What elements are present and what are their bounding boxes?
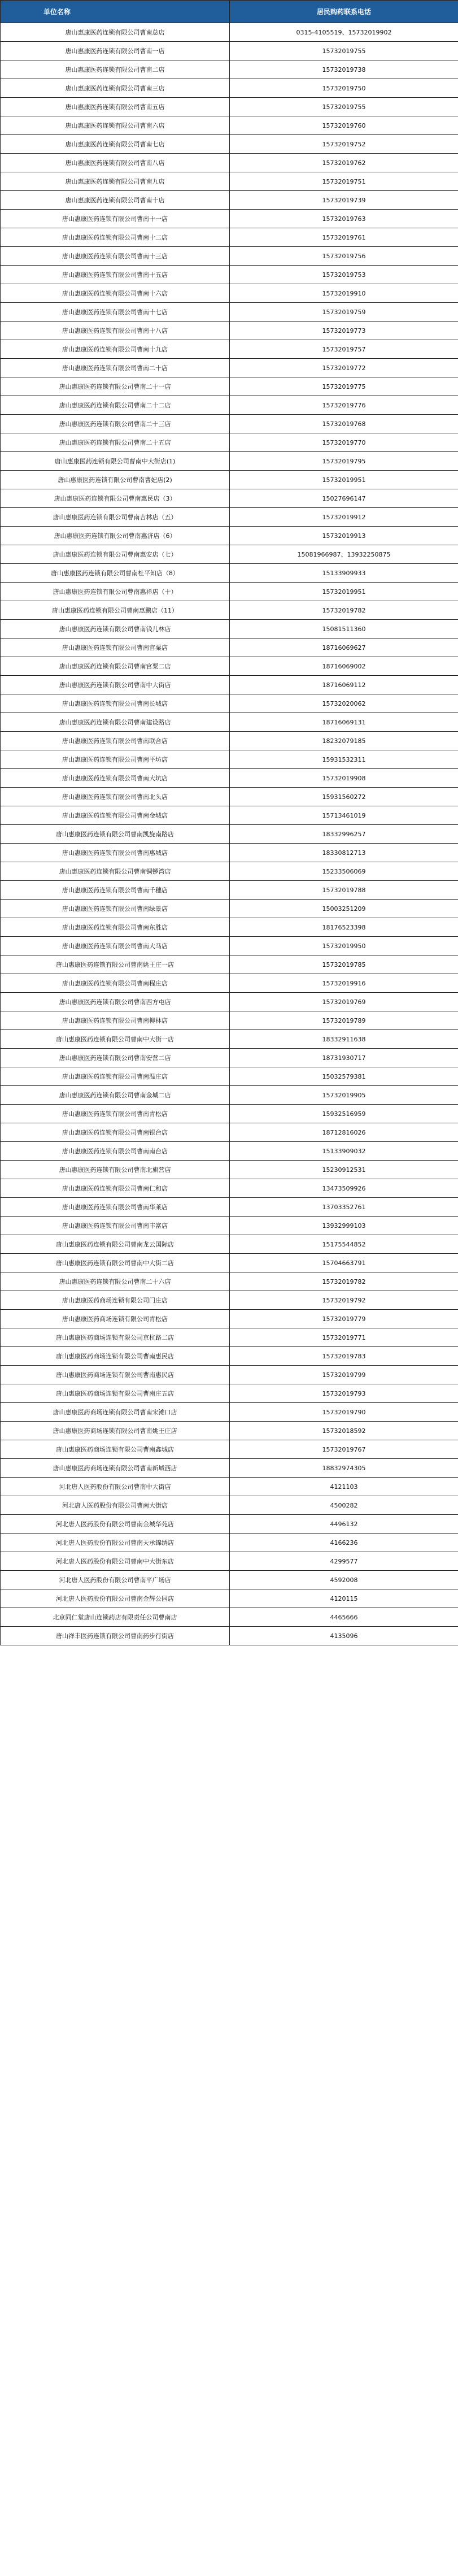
unit-name-cell: 河北唐人医药股份有限公司曹南金辉公园店 xyxy=(1,1589,230,1608)
unit-name-cell: 唐山惠康医药连锁有限公司曹南十六店 xyxy=(1,284,230,303)
table-row xyxy=(1,1142,458,1161)
unit-name-cell: 唐山惠康医药连锁有限公司曹南吉林店（五） xyxy=(1,508,230,527)
unit-name-cell: 唐山惠康医药连锁有限公司曹南西方屯店 xyxy=(1,993,230,1011)
contact-phone-cell: 15732019757 xyxy=(230,340,458,359)
unit-name-cell: 唐山惠康医药商场连锁有限公司曹南宋滩口店 xyxy=(1,1403,230,1422)
contact-phone-cell: 15732019751 xyxy=(230,172,458,191)
unit-name-cell: 唐山惠康医药连锁有限公司曹南千穗店 xyxy=(1,881,230,900)
header-unit-name: 单位名称 xyxy=(1,1,230,23)
unit-name-cell: 唐山惠康医药商场连锁有限公司门庄店 xyxy=(1,1291,230,1310)
table-row xyxy=(1,1478,458,1496)
contact-phone-cell: 15732019785 xyxy=(230,955,458,974)
table-row xyxy=(1,601,458,620)
unit-name-cell: 唐山惠康医药连锁有限公司曹南金城二店 xyxy=(1,1086,230,1105)
unit-name-cell: 唐山惠康医药连锁有限公司曹南官粟店 xyxy=(1,638,230,657)
contact-phone-cell: 15732019795 xyxy=(230,452,458,471)
contact-phone-cell: 15175544852 xyxy=(230,1235,458,1254)
unit-name-cell: 唐山惠康医药连锁有限公司曹南七店 xyxy=(1,135,230,154)
table-row xyxy=(1,1291,458,1310)
unit-name-cell: 唐山惠康医药连锁有限公司曹南二十三店 xyxy=(1,415,230,433)
unit-name-cell: 唐山惠康医药商场连锁有限公司曹南惠民店 xyxy=(1,1347,230,1366)
contact-phone-cell: 15732019773 xyxy=(230,322,458,340)
unit-name-cell: 唐山惠康医药连锁有限公司曹南惠城店 xyxy=(1,844,230,862)
unit-name-cell: 唐山惠康医药商场连锁有限公司曹南惠民店 xyxy=(1,1366,230,1384)
table-row xyxy=(1,1011,458,1030)
unit-name-cell: 河北唐人医药股份有限公司曹南大街店 xyxy=(1,1496,230,1515)
unit-name-cell: 唐山惠康医药商场连锁有限公司京杭路二店 xyxy=(1,1328,230,1347)
unit-name-cell: 唐山惠康医药连锁有限公司曹南官粟二店 xyxy=(1,657,230,676)
unit-name-cell: 唐山惠康医药连锁有限公司曹南十九店 xyxy=(1,340,230,359)
unit-name-cell: 唐山惠康医药连锁有限公司曹南东胜店 xyxy=(1,918,230,937)
contact-phone-cell: 15704663791 xyxy=(230,1254,458,1272)
unit-name-cell: 河北唐人医药股份有限公司曹南天承锦绣店 xyxy=(1,1534,230,1552)
contact-phone-cell: 15732019753 xyxy=(230,266,458,284)
unit-name-cell: 唐山惠康医药连锁有限公司曹南大坑店 xyxy=(1,769,230,788)
unit-name-cell: 唐山惠康医药连锁有限公司曹南平坊店 xyxy=(1,750,230,769)
table-row xyxy=(1,974,458,993)
table-row xyxy=(1,806,458,825)
table-row xyxy=(1,732,458,750)
contact-phone-cell: 15732020062 xyxy=(230,694,458,713)
table-row xyxy=(1,1123,458,1142)
unit-name-cell: 唐山惠康医药连锁有限公司曹南柳林店 xyxy=(1,1011,230,1030)
contact-phone-cell: 15133909032 xyxy=(230,1142,458,1161)
contact-phone-cell: 15081966987、13932250875 xyxy=(230,545,458,564)
contact-phone-cell: 0315-4105519、15732019902 xyxy=(230,23,458,42)
table-row xyxy=(1,489,458,508)
contact-phone-cell: 15732019779 xyxy=(230,1310,458,1328)
table-row xyxy=(1,1571,458,1589)
contact-phone-cell: 15732019761 xyxy=(230,228,458,247)
table-row xyxy=(1,545,458,564)
unit-name-cell: 河北唐人医药股份有限公司曹南中大街店 xyxy=(1,1478,230,1496)
contact-phone-cell: 15230912531 xyxy=(230,1161,458,1179)
contact-phone-cell: 15233506069 xyxy=(230,862,458,881)
table-row xyxy=(1,1534,458,1552)
table-row xyxy=(1,210,458,228)
contact-phone-cell: 15732019793 xyxy=(230,1384,458,1403)
table-row xyxy=(1,1179,458,1198)
unit-name-cell: 唐山惠康医药商场连锁有限公司曹南鑫城店 xyxy=(1,1440,230,1459)
unit-name-cell: 唐山惠康医药连锁有限公司曹南曹妃店(2) xyxy=(1,471,230,489)
unit-name-cell: 唐山惠康医药连锁有限公司曹南二店 xyxy=(1,60,230,79)
contact-phone-cell: 15732019782 xyxy=(230,601,458,620)
contact-phone-cell: 15732019750 xyxy=(230,79,458,98)
unit-name-cell: 唐山惠康医药连锁有限公司曹南十八店 xyxy=(1,322,230,340)
contact-phone-cell: 4592008 xyxy=(230,1571,458,1589)
unit-name-cell: 唐山惠康医药连锁有限公司曹南中大街店 xyxy=(1,676,230,694)
table-row xyxy=(1,1366,458,1384)
contact-phone-cell: 18716069112 xyxy=(230,676,458,694)
contact-phone-cell: 15732019762 xyxy=(230,154,458,172)
contact-phone-cell: 4465666 xyxy=(230,1608,458,1627)
table-row xyxy=(1,825,458,844)
unit-name-cell: 唐山惠康医药连锁有限公司曹南姚王庄一店 xyxy=(1,955,230,974)
unit-name-cell: 唐山惠康医药连锁有限公司曹南六店 xyxy=(1,116,230,135)
unit-name-cell: 唐山惠康医药连锁有限公司曹南三店 xyxy=(1,79,230,98)
table-row xyxy=(1,1328,458,1347)
table-row xyxy=(1,1161,458,1179)
contact-phone-cell: 15732019760 xyxy=(230,116,458,135)
table-row xyxy=(1,154,458,172)
contact-phone-cell: 15732019770 xyxy=(230,433,458,452)
contact-phone-cell: 4135096 xyxy=(230,1627,458,1645)
table-row xyxy=(1,266,458,284)
contact-phone-cell: 15732019905 xyxy=(230,1086,458,1105)
unit-name-cell: 唐山惠康医药连锁有限公司曹南二十一店 xyxy=(1,377,230,396)
contact-phone-cell: 4120115 xyxy=(230,1589,458,1608)
contact-phone-cell: 15732019790 xyxy=(230,1403,458,1422)
contact-phone-cell: 15931532311 xyxy=(230,750,458,769)
unit-name-cell: 唐山惠康医药连锁有限公司曹南惠民店（3） xyxy=(1,489,230,508)
table-row xyxy=(1,1086,458,1105)
unit-name-cell: 唐山惠康医药连锁有限公司曹南惠安店（七） xyxy=(1,545,230,564)
contact-phone-cell: 18716069627 xyxy=(230,638,458,657)
table-row xyxy=(1,79,458,98)
contact-phone-cell: 15732019755 xyxy=(230,42,458,60)
table-row xyxy=(1,433,458,452)
unit-name-cell: 唐山惠康医药连锁有限公司曹南二十六店 xyxy=(1,1272,230,1291)
table-row xyxy=(1,1552,458,1571)
table-row xyxy=(1,1198,458,1217)
unit-name-cell: 唐山惠康医药连锁有限公司曹南金城店 xyxy=(1,806,230,825)
contact-phone-cell: 18330812713 xyxy=(230,844,458,862)
table-row xyxy=(1,638,458,657)
table-row xyxy=(1,788,458,806)
unit-name-cell: 唐山惠康医药连锁有限公司曹南惠祥店（十） xyxy=(1,583,230,601)
unit-name-cell: 唐山惠康医药连锁有限公司曹南中大街一店 xyxy=(1,1030,230,1049)
contact-phone-cell: 15732019789 xyxy=(230,1011,458,1030)
table-row xyxy=(1,1310,458,1328)
table-row xyxy=(1,993,458,1011)
contact-phone-cell: 15732019767 xyxy=(230,1440,458,1459)
table-row xyxy=(1,1384,458,1403)
contact-phone-cell: 4121103 xyxy=(230,1478,458,1496)
contact-phone-cell: 18332996257 xyxy=(230,825,458,844)
unit-name-cell: 河北唐人医药股份有限公司曹南中大街东店 xyxy=(1,1552,230,1571)
table-row xyxy=(1,900,458,918)
unit-name-cell: 唐山惠康医药连锁有限公司曹南温庄店 xyxy=(1,1067,230,1086)
table-row xyxy=(1,937,458,955)
contact-phone-cell: 13703352761 xyxy=(230,1198,458,1217)
table-row xyxy=(1,1608,458,1627)
table-row xyxy=(1,247,458,266)
contact-phone-cell: 15027696147 xyxy=(230,489,458,508)
contact-phone-cell: 4500282 xyxy=(230,1496,458,1515)
contact-phone-cell: 15732019950 xyxy=(230,937,458,955)
contact-phone-cell: 15732019912 xyxy=(230,508,458,527)
contact-phone-cell: 15732019913 xyxy=(230,527,458,545)
unit-name-cell: 唐山惠康医药连锁有限公司曹南大马店 xyxy=(1,937,230,955)
table-row xyxy=(1,1217,458,1235)
contact-phone-cell: 15931560272 xyxy=(230,788,458,806)
table-row xyxy=(1,1067,458,1086)
table-row xyxy=(1,620,458,638)
unit-name-cell: 唐山惠康医药连锁有限公司曹南一店 xyxy=(1,42,230,60)
table-row xyxy=(1,1105,458,1123)
table-row xyxy=(1,769,458,788)
table-row xyxy=(1,322,458,340)
contact-phone-cell: 15732019739 xyxy=(230,191,458,210)
unit-name-cell: 北京同仁堂唐山连锁药店有限责任公司曹南店 xyxy=(1,1608,230,1627)
contact-phone-cell: 15732019916 xyxy=(230,974,458,993)
table-row xyxy=(1,60,458,79)
unit-name-cell: 唐山惠康医药连锁有限公司曹南二十二店 xyxy=(1,396,230,415)
table-row xyxy=(1,1440,458,1459)
contact-phone-cell: 15732019951 xyxy=(230,583,458,601)
contact-phone-cell: 15732019772 xyxy=(230,359,458,377)
unit-name-cell: 河北唐人医药股份有限公司曹南金城华苑店 xyxy=(1,1515,230,1534)
contact-phone-cell: 4166236 xyxy=(230,1534,458,1552)
contact-phone-cell: 15732019792 xyxy=(230,1291,458,1310)
table-row xyxy=(1,750,458,769)
contact-phone-cell: 15732019775 xyxy=(230,377,458,396)
unit-name-cell: 唐山惠康医药连锁有限公司曹南十一店 xyxy=(1,210,230,228)
table-row xyxy=(1,1515,458,1534)
contact-phone-cell: 18832974305 xyxy=(230,1459,458,1478)
unit-name-cell: 唐山惠康医药连锁有限公司曹南安营二店 xyxy=(1,1049,230,1067)
unit-name-cell: 唐山惠康医药连锁有限公司曹南九店 xyxy=(1,172,230,191)
unit-name-cell: 唐山惠康医药连锁有限公司曹南总店 xyxy=(1,23,230,42)
table-row xyxy=(1,1422,458,1440)
table-row xyxy=(1,191,458,210)
contact-phone-cell: 15732019910 xyxy=(230,284,458,303)
table-row xyxy=(1,471,458,489)
unit-name-cell: 唐山惠康医药连锁有限公司曹南龙云国际店 xyxy=(1,1235,230,1254)
contact-phone-cell: 18176523398 xyxy=(230,918,458,937)
contact-phone-cell: 15732018592 xyxy=(230,1422,458,1440)
unit-name-cell: 唐山惠康医药连锁有限公司曹南丰富店 xyxy=(1,1217,230,1235)
table-row xyxy=(1,508,458,527)
table-row xyxy=(1,1496,458,1515)
contact-phone-cell: 15032579381 xyxy=(230,1067,458,1086)
table-row xyxy=(1,452,458,471)
contact-phone-cell: 4496132 xyxy=(230,1515,458,1534)
contact-phone-cell: 15732019908 xyxy=(230,769,458,788)
unit-name-cell: 唐山惠康医药连锁有限公司曹南南台店 xyxy=(1,1142,230,1161)
unit-name-cell: 唐山惠康医药连锁有限公司曹南联合店 xyxy=(1,732,230,750)
unit-name-cell: 唐山惠康医药连锁有限公司曹南十二店 xyxy=(1,228,230,247)
unit-name-cell: 唐山惠康医药连锁有限公司曹南银台店 xyxy=(1,1123,230,1142)
contact-phone-cell: 15732019769 xyxy=(230,993,458,1011)
table-row xyxy=(1,527,458,545)
unit-name-cell: 唐山惠康医药连锁有限公司曹南二十店 xyxy=(1,359,230,377)
table-row xyxy=(1,1049,458,1067)
unit-name-cell: 唐山惠康医药连锁有限公司曹南十五店 xyxy=(1,266,230,284)
contact-phone-cell: 15732019756 xyxy=(230,247,458,266)
table-row xyxy=(1,583,458,601)
contact-phone-cell: 15732019771 xyxy=(230,1328,458,1347)
header-row xyxy=(1,1,458,23)
table-row xyxy=(1,955,458,974)
unit-name-cell: 唐山惠康医药连锁有限公司曹南北头店 xyxy=(1,788,230,806)
table-row xyxy=(1,1403,458,1422)
contact-phone-cell: 15713461019 xyxy=(230,806,458,825)
table-row xyxy=(1,564,458,583)
contact-phone-cell: 13473509926 xyxy=(230,1179,458,1198)
unit-name-cell: 唐山惠康医药连锁有限公司曹南铜锣湾店 xyxy=(1,862,230,881)
contact-phone-cell: 15081511360 xyxy=(230,620,458,638)
unit-name-cell: 唐山祥丰医药连锁有限公司曹南药步行街店 xyxy=(1,1627,230,1645)
table-row xyxy=(1,116,458,135)
contact-phone-cell: 18332911638 xyxy=(230,1030,458,1049)
contact-phone-cell: 13932999103 xyxy=(230,1217,458,1235)
unit-name-cell: 唐山惠康医药连锁有限公司曹南中大街二店 xyxy=(1,1254,230,1272)
unit-name-cell: 河北唐人医药股份有限公司曹南平广场店 xyxy=(1,1571,230,1589)
unit-name-cell: 唐山惠康医药连锁有限公司曹南惠鹏店（11） xyxy=(1,601,230,620)
unit-name-cell: 唐山惠康医药连锁有限公司曹南十三店 xyxy=(1,247,230,266)
table-row xyxy=(1,1459,458,1478)
contact-phone-cell: 15932516959 xyxy=(230,1105,458,1123)
unit-name-cell: 唐山惠康医药连锁有限公司曹南十七店 xyxy=(1,303,230,322)
unit-name-cell: 唐山惠康医药连锁有限公司曹南惠济店（6） xyxy=(1,527,230,545)
contact-phone-cell: 15732019782 xyxy=(230,1272,458,1291)
unit-name-cell: 唐山惠康医药连锁有限公司曹南程庄店 xyxy=(1,974,230,993)
contact-phone-cell: 15732019951 xyxy=(230,471,458,489)
table-row xyxy=(1,1589,458,1608)
unit-name-cell: 唐山惠康医药连锁有限公司曹南华莱店 xyxy=(1,1198,230,1217)
table-row xyxy=(1,42,458,60)
contact-phone-cell: 15133909933 xyxy=(230,564,458,583)
table-body xyxy=(1,23,458,1645)
table-row xyxy=(1,172,458,191)
table-row xyxy=(1,228,458,247)
unit-name-cell: 唐山惠康医药商场连锁有限公司青松店 xyxy=(1,1310,230,1328)
contact-phone-cell: 15732019759 xyxy=(230,303,458,322)
unit-name-cell: 唐山惠康医药连锁有限公司曹南绿景店 xyxy=(1,900,230,918)
table-row xyxy=(1,1235,458,1254)
header-contact-phone: 居民购药联系电话 xyxy=(230,1,458,23)
table-row xyxy=(1,23,458,42)
unit-name-cell: 唐山惠康医药连锁有限公司曹南北旗营店 xyxy=(1,1161,230,1179)
contact-phone-cell: 15732019763 xyxy=(230,210,458,228)
table-row xyxy=(1,918,458,937)
table-row xyxy=(1,359,458,377)
table-row xyxy=(1,396,458,415)
table-row xyxy=(1,1030,458,1049)
table-row xyxy=(1,415,458,433)
table-row xyxy=(1,676,458,694)
contact-phone-cell: 15732019755 xyxy=(230,98,458,116)
unit-name-cell: 唐山惠康医药连锁有限公司曹南凯旋南路店 xyxy=(1,825,230,844)
table-row xyxy=(1,1254,458,1272)
contact-phone-cell: 18731930717 xyxy=(230,1049,458,1067)
table-row xyxy=(1,135,458,154)
table-row xyxy=(1,340,458,359)
table-row xyxy=(1,1272,458,1291)
table-row xyxy=(1,98,458,116)
contact-phone-cell: 18232079185 xyxy=(230,732,458,750)
unit-name-cell: 唐山惠康医药连锁有限公司曹南青松店 xyxy=(1,1105,230,1123)
table-row xyxy=(1,881,458,900)
unit-name-cell: 唐山惠康医药连锁有限公司曹南杜平知店（8） xyxy=(1,564,230,583)
table-row xyxy=(1,1627,458,1645)
unit-name-cell: 唐山惠康医药连锁有限公司曹南中大街店(1) xyxy=(1,452,230,471)
unit-name-cell: 唐山惠康医药连锁有限公司曹南十店 xyxy=(1,191,230,210)
contact-phone-cell: 18716069131 xyxy=(230,713,458,732)
unit-name-cell: 唐山惠康医药商场连锁有限公司曹南姚王庄店 xyxy=(1,1422,230,1440)
unit-name-cell: 唐山惠康医药连锁有限公司曹南二十五店 xyxy=(1,433,230,452)
contact-phone-cell: 18712816026 xyxy=(230,1123,458,1142)
unit-name-cell: 唐山惠康医药商场连锁有限公司曹南庄五店 xyxy=(1,1384,230,1403)
table-row xyxy=(1,1347,458,1366)
table-row xyxy=(1,657,458,676)
unit-name-cell: 唐山惠康医药连锁有限公司曹南建设路店 xyxy=(1,713,230,732)
table-row xyxy=(1,377,458,396)
contact-phone-cell: 15003251209 xyxy=(230,900,458,918)
unit-name-cell: 唐山惠康医药连锁有限公司曹南长城店 xyxy=(1,694,230,713)
contact-phone-cell: 15732019783 xyxy=(230,1347,458,1366)
unit-name-cell: 唐山惠康医药连锁有限公司曹南五店 xyxy=(1,98,230,116)
contact-phone-cell: 15732019752 xyxy=(230,135,458,154)
table-row xyxy=(1,713,458,732)
unit-name-cell: 唐山惠康医药连锁有限公司曹南仁和店 xyxy=(1,1179,230,1198)
contact-phone-cell: 15732019768 xyxy=(230,415,458,433)
contact-phone-cell: 15732019738 xyxy=(230,60,458,79)
unit-name-cell: 唐山惠康医药连锁有限公司曹南八店 xyxy=(1,154,230,172)
table-row xyxy=(1,694,458,713)
contact-phone-cell: 18716069002 xyxy=(230,657,458,676)
table-row xyxy=(1,284,458,303)
unit-name-cell: 唐山惠康医药连锁有限公司曹南钱儿林店 xyxy=(1,620,230,638)
contact-phone-cell: 15732019788 xyxy=(230,881,458,900)
table-row xyxy=(1,844,458,862)
contact-phone-cell: 15732019776 xyxy=(230,396,458,415)
table-row xyxy=(1,303,458,322)
contact-phone-cell: 4299577 xyxy=(230,1552,458,1571)
contact-phone-cell: 15732019799 xyxy=(230,1366,458,1384)
table-row xyxy=(1,862,458,881)
unit-name-cell: 唐山惠康医药商场连锁有限公司曹南新城西店 xyxy=(1,1459,230,1478)
